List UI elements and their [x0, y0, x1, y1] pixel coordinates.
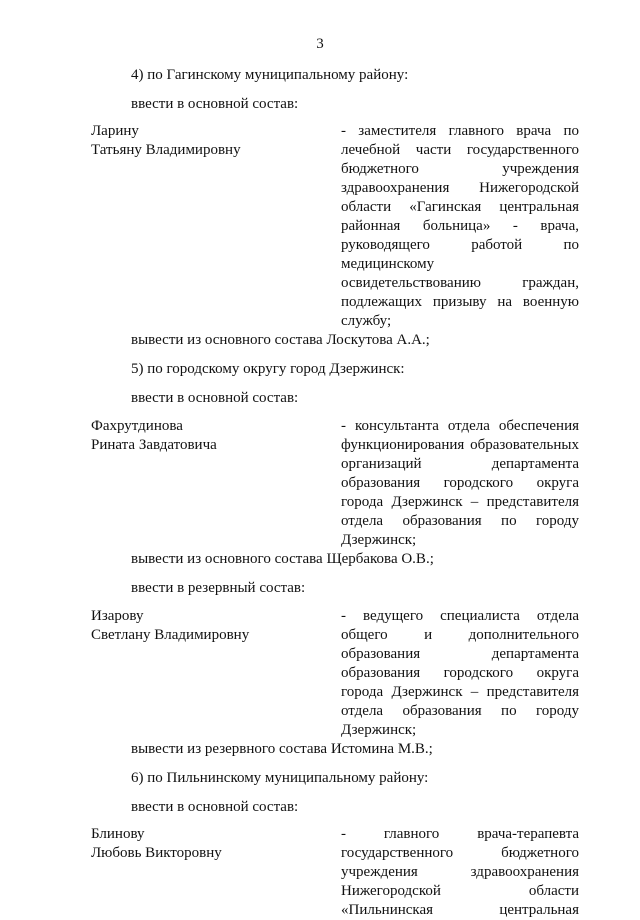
position-line: города Дзержинск – представителя	[341, 684, 579, 700]
person-surname: Ларину	[91, 123, 139, 139]
position-line: руководящего работой по	[341, 237, 579, 253]
position-line: лечебной части государственного	[341, 142, 579, 158]
position-line: отдела образования по городу	[341, 703, 579, 719]
position-line: медицинскому	[341, 256, 435, 272]
section-5-removal-main: вывести из основного состава Щербакова О.В.;	[131, 551, 434, 567]
position-line: образования городского округа	[341, 475, 579, 491]
section-6-intro: ввести в основной состав:	[131, 799, 299, 815]
section-5-heading: 5) по городскому округу город Дзержинск:	[131, 361, 405, 377]
section-4-removal: вывести из основного состава Лоскутова А.А.;	[131, 332, 430, 348]
section-5-removal-reserve: вывести из резервного состава Истомина М.В.;	[131, 741, 433, 757]
page-number: 3	[316, 36, 324, 52]
person-given-names: Рината Завдатовича	[91, 437, 217, 453]
position-line: освидетельствованию граждан,	[341, 275, 579, 291]
position-line: подлежащих призыву на военную	[341, 294, 579, 310]
position-line: Нижегородской области	[341, 883, 579, 899]
position-line: бюджетного учреждения	[341, 161, 579, 177]
position-line: службу;	[341, 313, 392, 329]
position-line: районная больница» - врача,	[341, 218, 579, 234]
position-line: образования городского округа	[341, 665, 579, 681]
person-surname: Фахрутдинова	[91, 418, 183, 434]
section-5-intro-main: ввести в основной состав:	[131, 390, 299, 406]
section-4-heading: 4) по Гагинскому муниципальному району:	[131, 67, 409, 83]
position-line: Дзержинск;	[341, 532, 417, 548]
position-line: организаций департамента	[341, 456, 579, 472]
person-given-names: Татьяну Владимировну	[91, 142, 241, 158]
section-4-intro: ввести в основной состав:	[131, 96, 299, 112]
position-line: - главного врача-терапевта	[341, 826, 579, 842]
position-line: - консультанта отдела обеспечения	[341, 418, 579, 434]
section-6-heading: 6) по Пильнинскому муниципальному району:	[131, 770, 429, 786]
person-surname: Блинову	[91, 826, 145, 842]
position-line: области «Гагинская центральная	[341, 199, 579, 215]
person-surname: Изарову	[91, 608, 144, 624]
position-line: города Дзержинск – представителя	[341, 494, 579, 510]
section-5-intro-reserve: ввести в резервный состав:	[131, 580, 306, 596]
position-line: функционирования образовательных	[341, 437, 579, 453]
position-line: Дзержинск;	[341, 722, 417, 738]
position-line: общего и дополнительного	[341, 627, 579, 643]
position-line: - заместителя главного врача по	[341, 123, 579, 139]
position-line: государственного бюджетного	[341, 845, 579, 861]
position-line: «Пильнинская центральная	[341, 902, 579, 918]
position-line: образования департамента	[341, 646, 579, 662]
position-line: учреждения здравоохранения	[341, 864, 579, 880]
person-given-names: Любовь Викторовну	[91, 845, 222, 861]
position-line: отдела образования по городу	[341, 513, 579, 529]
person-given-names: Светлану Владимировну	[91, 627, 250, 643]
position-line: - ведущего специалиста отдела	[341, 608, 579, 624]
position-line: здравоохранения Нижегородской	[341, 180, 579, 196]
